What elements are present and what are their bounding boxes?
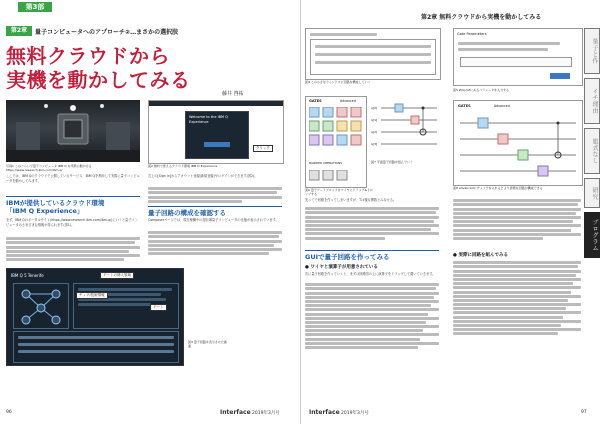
figure3-callout-right: ゲート xyxy=(150,304,167,311)
figure4-caption: 図4 この小さなウィンドウに回路を構成していく xyxy=(305,80,371,84)
left-page-number: 96 xyxy=(6,410,12,415)
photo-ibm-q-illustration xyxy=(6,100,140,162)
section2-heading xyxy=(148,206,282,217)
gates-label: GATES xyxy=(309,99,322,103)
figure3-chip-diagram xyxy=(13,283,69,329)
section2-heading-text: 量子回路の構成を確認する xyxy=(148,209,226,217)
body-col1-filler xyxy=(6,236,140,262)
body-col2-filler2 xyxy=(148,230,282,256)
barrier-row xyxy=(309,167,363,186)
figure3-caption: 図3 量子回路を表示させた画面 xyxy=(188,340,227,348)
wire-label-0: q[0] xyxy=(371,106,378,110)
right-footer-magazine: Interface xyxy=(309,409,340,416)
figure4-screenshot xyxy=(305,28,441,80)
body-col2-paragraph2: Composerページでは、現在稼働中の超伝導量子コンピュータの仕様が表示されています。 xyxy=(148,218,279,222)
figure5-screenshot xyxy=(453,28,583,86)
figure8-advanced-label: Advanced xyxy=(494,104,510,108)
right-body-col1-paragraph2: 次に量子回路を作っていくと、まずは回路図の上に演算子をドラッグして置いていきます。 xyxy=(305,272,436,276)
right-body-col1-filler1 xyxy=(305,206,439,241)
right-footer-date: 2019年3月号 xyxy=(341,411,369,416)
right-page xyxy=(300,0,600,424)
subheading-right: ● 実際に回路を組んでみる xyxy=(453,253,508,258)
barrier-row-illustration xyxy=(309,170,363,182)
part-label: 第3部 xyxy=(18,2,52,12)
left-footer-date: 2019年3月号 xyxy=(252,411,280,416)
body-col2-paragraph1: 右上の[Sign In]からアカウント登録(新規登録)やログインができます(図2)。 xyxy=(148,174,258,178)
barrier-label: BARRIER OPERATIONS xyxy=(309,161,343,165)
side-tab-4[interactable]: プログラム xyxy=(584,212,600,258)
article-title-line1: 無料クラウドから xyxy=(6,44,170,68)
figure3-callout-mid: チップ/技術情報 xyxy=(76,292,108,299)
side-tab-3[interactable]: 研究 xyxy=(584,178,600,208)
section1-heading-line1: IBMが提供しているクラウド環境 xyxy=(6,199,105,207)
section3-heading-text: GUIで量子回路を作ってみる xyxy=(305,253,390,261)
figure1-caption: 写真1 このぐらいで量子コンピュータ IBM Q を実際に動かせる https://www.research.ibm.com/ibm-q/ xyxy=(6,164,92,172)
figure2-caption: 図2 無料で使えるクラウド環境 IBM Q Experience xyxy=(148,164,218,168)
section1-heading xyxy=(6,196,140,215)
figure2-topbar xyxy=(149,101,283,106)
right-body-col2-filler2 xyxy=(453,260,581,337)
author-name: 藤井 啓祐 xyxy=(222,91,244,97)
right-page-number: 97 xyxy=(581,410,587,415)
chapter-subtitle: 量子コンピュータへのアプローチ②…まさかの選択肢 xyxy=(35,29,179,36)
figure3-panel-title: IBM Q 5 Tenerife xyxy=(11,273,44,278)
wire-label-3: q[3] xyxy=(371,142,378,146)
figure5-ok-button xyxy=(550,73,570,79)
side-tab-0[interactable]: 量子と作 xyxy=(584,28,600,74)
side-tab-2[interactable]: 旅式なし xyxy=(584,128,600,174)
section3-heading xyxy=(305,250,439,261)
figure3-screenshot xyxy=(6,268,184,366)
figure8-caption: 図8 Advancedにチェックを入れるとより詳細な回路が構成できる xyxy=(453,186,543,190)
subheading-wire: ● ワイヤと演算子が用意されている xyxy=(305,265,378,270)
figure5-caption: 図5 Z(π)のZにあるパラメータを入力する xyxy=(453,88,510,92)
figure3-callout-top: ゲートの挿入領域 xyxy=(100,272,134,279)
body-col1-paragraph2: まず、IBM Qのポータルサイト(https://www.research.ibm.com/ibm-q/)にいくと量子コンピュータのさまざまな情報が得られます(図1)。 xyxy=(6,218,138,227)
figure8-screenshot xyxy=(453,100,583,186)
gate-grid xyxy=(309,107,363,163)
left-footer-magazine: Interface xyxy=(220,409,251,416)
figure2-dialog-button xyxy=(204,142,230,147)
figure2-dialog-text: Welcome to the IBM Q Experience xyxy=(189,115,228,124)
wire-label-1: q[1] xyxy=(371,118,378,122)
advanced-label: Advanced xyxy=(340,99,356,103)
body-col2-filler1 xyxy=(148,186,282,204)
right-body-col1-filler2 xyxy=(305,282,439,350)
figure8-circuit-illustration xyxy=(458,111,578,181)
photo-ibm-q xyxy=(6,100,140,162)
figure2-screenshot xyxy=(148,100,284,164)
figure6-gate-palette xyxy=(305,96,367,188)
section1-heading-line2: 「IBM Q Experience」 xyxy=(6,207,84,215)
figure5-dialog-title: Gate Parameters xyxy=(457,32,487,36)
circuit-illustration xyxy=(371,98,439,158)
figure6-caption: 図6 量子ゲートブロックをワイヤにドラッグ&ドロップする xyxy=(305,188,373,196)
figure8-gates-label: GATES xyxy=(458,104,471,108)
side-tab-1[interactable]: イチ理由 xyxy=(584,78,600,124)
figure7-caption: 図7 平面量子回路を組んでいく xyxy=(371,160,413,164)
right-body-col2-filler1 xyxy=(453,198,581,241)
gate-grid-illustration xyxy=(309,107,363,159)
figure7-circuit xyxy=(371,98,439,158)
wire-label-2: q[2] xyxy=(371,130,378,134)
article-title-line2: 実機を動かしてみる xyxy=(6,68,191,92)
figure2-callout: クリック xyxy=(253,145,273,152)
figure5-input xyxy=(460,57,572,67)
right-page-header: 第2章 無料クラウドから実機を動かしてみる xyxy=(421,14,542,21)
figure4-wire-box xyxy=(310,39,436,75)
right-body-col1-paragraph1: 先ってで回路を作ってしまいますが、Tは様な関数とみなせる。 xyxy=(305,198,397,202)
chip-topology-illustration xyxy=(14,284,68,328)
chapter-label: 第2章 xyxy=(6,26,32,36)
body-col1-paragraph1: ここでは、IBM Qのクラウドで公開しているサービス、IBM Qを利用して実際に量子コンピュータを動かしてみます。 xyxy=(6,174,140,183)
figure3-wire-area xyxy=(13,331,179,363)
figure2-dialog xyxy=(185,111,249,159)
